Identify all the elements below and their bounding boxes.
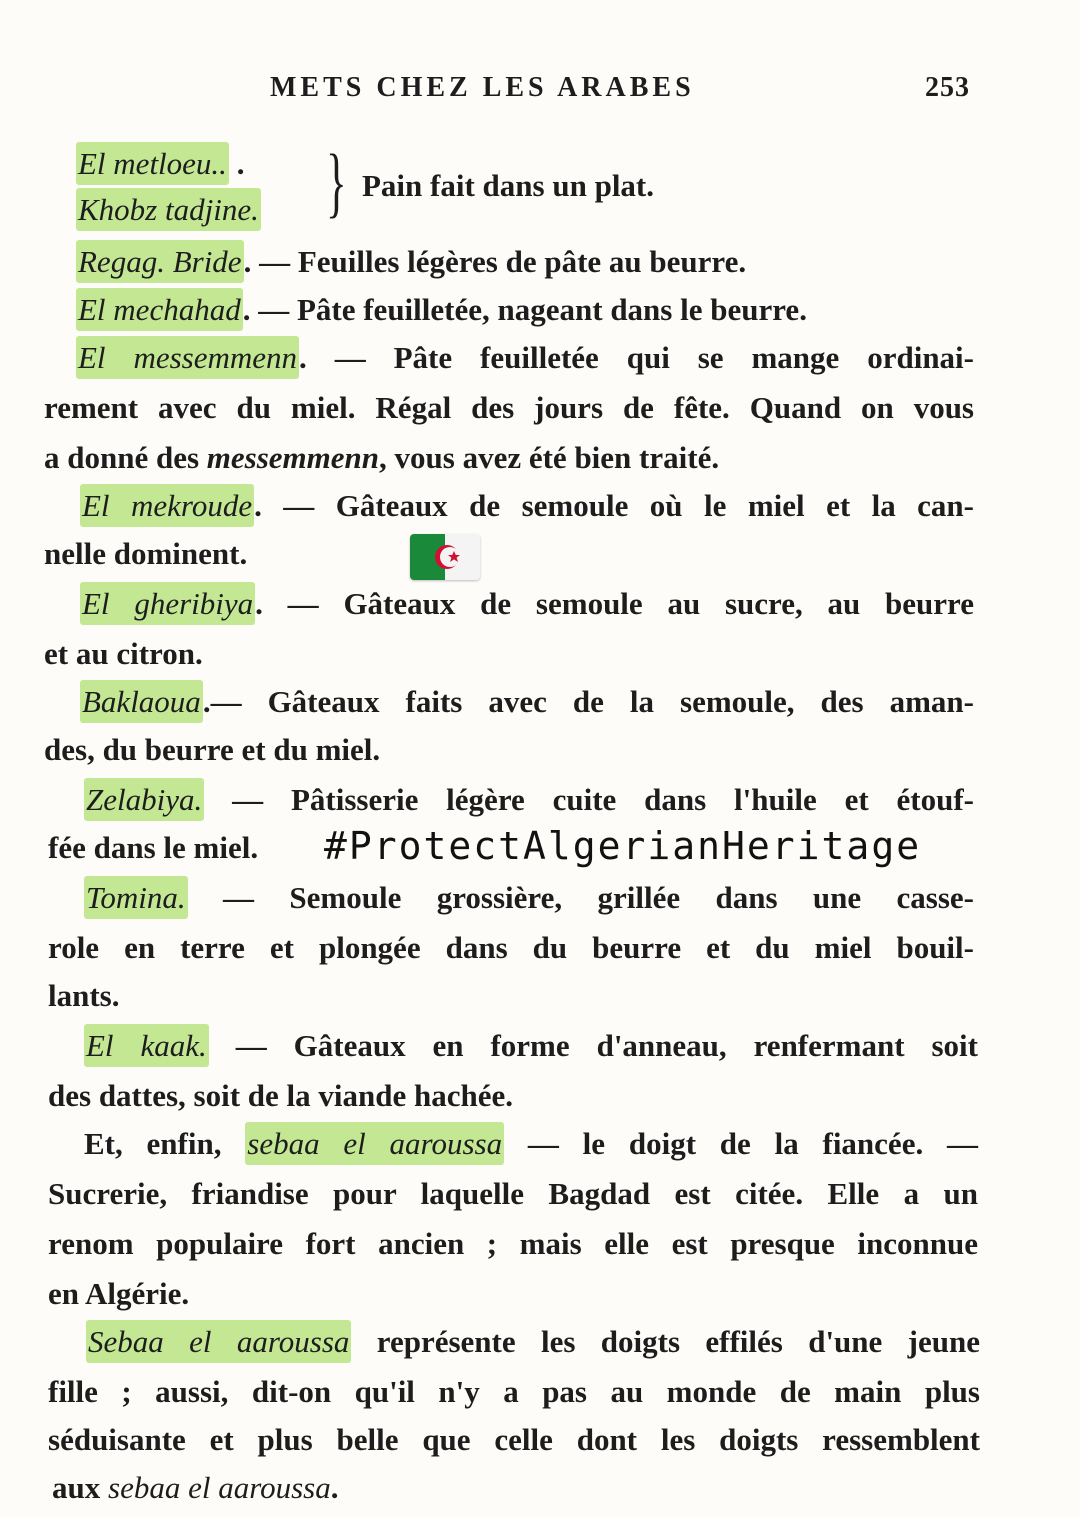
kaak-cont: des dattes, soit de la viande hachée. (48, 1078, 513, 1113)
mekroude-cont: nelle dominent. (44, 536, 248, 571)
header-title: METS CHEZ LES ARABES (270, 72, 695, 103)
entry-mechahad: El mechahad. — Pâte feuilletée, nageant dans le beurre. (76, 288, 1006, 332)
entry-tomina: Tomina. — Semoule grossière, grillée dans une casse- (84, 876, 974, 920)
messemmenn-cont-2: a donné des messemmenn, vous avez été bien traité. (44, 440, 720, 475)
tomina-cont-2: lants. (48, 978, 120, 1013)
sebaa-line-3: renom populaire fort ancien ; mais elle est presque inconnue (48, 1226, 978, 1261)
brace-term-1: El metloeu.. . (76, 142, 1006, 186)
page-number: 253 (925, 72, 970, 103)
messemmenn-cont-1: rement avec du miel. Régal des jours de fête. Quand on vous (44, 390, 974, 425)
entry-zelabiya: Zelabiya. — Pâtisserie légère cuite dans l'huile et étouf- (84, 778, 974, 822)
hashtag-overlay: #ProtectAlgerianHeritage (324, 824, 922, 868)
sebaa-intro-line: Et, enfin, sebaa el aaroussa — le doigt de la fiancée. — (84, 1122, 978, 1166)
baklaoua-cont: des, du beurre et du miel. (44, 732, 381, 767)
zelabiya-cont: fée dans le miel. (48, 830, 259, 865)
entry-regag: Regag. Bride. — Feuilles légères de pâte au beurre. (76, 240, 1006, 284)
brace-definition: Pain fait dans un plat. (362, 168, 655, 203)
sebaa-p2-line-3: séduisante et plus belle que celle dont les doigts ressemblent (48, 1422, 980, 1457)
sebaa-line-4: en Algérie. (48, 1276, 190, 1311)
entry-kaak: El kaak. — Gâteaux en forme d'anneau, renfermant soit (84, 1024, 978, 1068)
curly-brace: } (326, 138, 347, 225)
brace-term-2: Khobz tadjine. (76, 188, 1006, 232)
entry-baklaoua: Baklaoua.— Gâteaux faits avec de la semoule, des aman- (80, 680, 974, 724)
sebaa-p2-line-2: fille ; aussi, dit-on qu'il n'y a pas au monde de main plus (48, 1374, 980, 1409)
entry-gheribiya: El gheribiya. — Gâteaux de semoule au sucre, au beurre (80, 582, 974, 626)
gheribiya-cont: et au citron. (44, 636, 203, 671)
algeria-flag-icon (410, 534, 480, 580)
entry-mekroude: El mekroude. — Gâteaux de semoule où le miel et la can- (80, 484, 974, 528)
sebaa-p2-line-4: aux sebaa el aaroussa. (52, 1470, 339, 1505)
sebaa-p2-line-1: Sebaa el aaroussa représente les doigts effilés d'une jeune (86, 1320, 980, 1364)
sebaa-line-2: Sucrerie, friandise pour laquelle Bagdad est citée. Elle a un (48, 1176, 978, 1211)
tomina-cont-1: role en terre et plongée dans du beurre et du miel bouil- (48, 930, 974, 965)
entry-messemmenn: El messemmenn. — Pâte feuilletée qui se mange ordinai- (76, 336, 974, 380)
